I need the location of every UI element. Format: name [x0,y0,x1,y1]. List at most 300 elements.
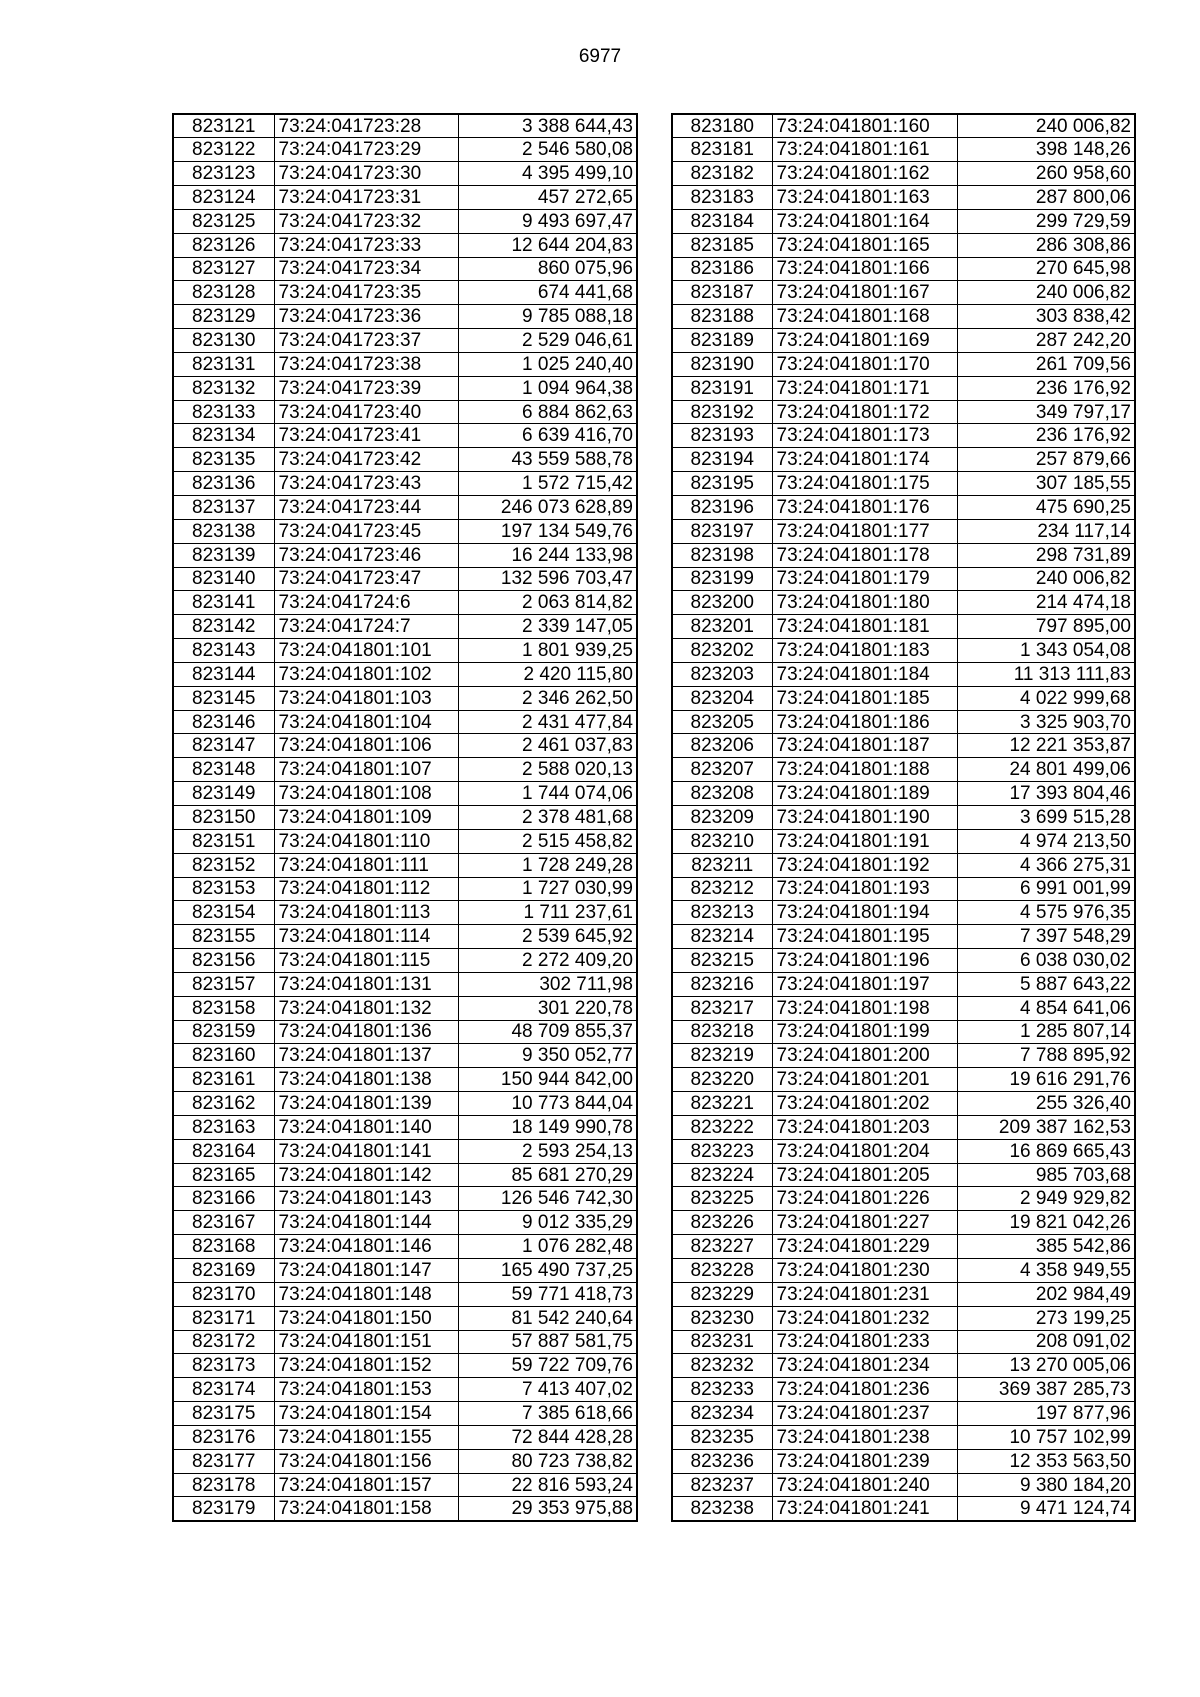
cadastral-number-cell: 73:24:041801:171 [772,376,957,400]
record-number-cell: 823190 [672,352,772,376]
cadastral-number-cell: 73:24:041724:6 [274,591,458,615]
cadastral-number-cell: 73:24:041801:175 [772,472,957,496]
table-row [173,209,637,233]
cadastral-value-cell: 1 094 964,38 [458,376,637,400]
cadastral-value-cell: 1 801 939,25 [458,639,637,663]
table-row [173,519,637,543]
cadastral-number-cell: 73:24:041801:157 [274,1473,458,1497]
record-number-cell: 823146 [173,710,274,734]
table-row [672,639,1135,663]
record-number-cell: 823206 [672,734,772,758]
cadastral-number-cell: 73:24:041801:174 [772,448,957,472]
table-row [173,1187,637,1211]
cadastral-number-cell: 73:24:041801:102 [274,662,458,686]
table-row [173,376,637,400]
record-number-cell: 823209 [672,805,772,829]
table-row [173,1425,637,1449]
table-row [173,496,637,520]
cadastral-number-cell: 73:24:041801:188 [772,758,957,782]
cadastral-value-cell: 287 242,20 [957,329,1135,353]
cadastral-value-cell: 234 117,14 [957,519,1135,543]
record-number-cell: 823121 [173,114,274,138]
record-number-cell: 823233 [672,1378,772,1402]
record-number-cell: 823153 [173,877,274,901]
cadastral-value-cell: 18 149 990,78 [458,1115,637,1139]
cadastral-value-cell: 4 575 976,35 [957,901,1135,925]
cadastral-value-cell: 255 326,40 [957,1092,1135,1116]
cadastral-number-cell: 73:24:041801:151 [274,1330,458,1354]
cadastral-number-cell: 73:24:041801:190 [772,805,957,829]
record-number-cell: 823180 [672,114,772,138]
cadastral-number-cell: 73:24:041801:178 [772,543,957,567]
cadastral-value-cell: 1 728 249,28 [458,853,637,877]
record-number-cell: 823222 [672,1115,772,1139]
registry-table-left [172,113,638,1522]
cadastral-value-cell: 1 025 240,40 [458,352,637,376]
cadastral-value-cell: 240 006,82 [957,567,1135,591]
cadastral-value-cell: 302 711,98 [458,972,637,996]
record-number-cell: 823210 [672,829,772,853]
cadastral-value-cell: 301 220,78 [458,996,637,1020]
record-number-cell: 823136 [173,472,274,496]
table-row [173,1259,637,1283]
cadastral-value-cell: 457 272,65 [458,186,637,210]
cadastral-value-cell: 398 148,26 [957,138,1135,162]
table-row [173,424,637,448]
cadastral-number-cell: 73:24:041801:111 [274,853,458,877]
cadastral-number-cell: 73:24:041801:191 [772,829,957,853]
table-row [672,1306,1135,1330]
record-number-cell: 823172 [173,1330,274,1354]
cadastral-number-cell: 73:24:041801:136 [274,1020,458,1044]
cadastral-number-cell: 73:24:041723:38 [274,352,458,376]
cadastral-number-cell: 73:24:041801:153 [274,1378,458,1402]
cadastral-number-cell: 73:24:041801:202 [772,1092,957,1116]
table-row [173,329,637,353]
cadastral-value-cell: 4 022 999,68 [957,686,1135,710]
cadastral-number-cell: 73:24:041801:169 [772,329,957,353]
table-row [672,424,1135,448]
record-number-cell: 823140 [173,567,274,591]
table-row [173,853,637,877]
cadastral-number-cell: 73:24:041801:147 [274,1259,458,1283]
table-row [173,877,637,901]
cadastral-number-cell: 73:24:041801:170 [772,352,957,376]
record-number-cell: 823227 [672,1235,772,1259]
cadastral-value-cell: 6 639 416,70 [458,424,637,448]
cadastral-number-cell: 73:24:041801:226 [772,1187,957,1211]
table-row [173,805,637,829]
table-row [173,567,637,591]
record-number-cell: 823211 [672,853,772,877]
record-number-cell: 823149 [173,782,274,806]
table-row [672,352,1135,376]
table-row [672,1092,1135,1116]
table-row [672,209,1135,233]
cadastral-number-cell: 73:24:041801:138 [274,1068,458,1092]
cadastral-value-cell: 81 542 240,64 [458,1306,637,1330]
record-number-cell: 823128 [173,281,274,305]
cadastral-number-cell: 73:24:041801:198 [772,996,957,1020]
record-number-cell: 823177 [173,1449,274,1473]
record-number-cell: 823230 [672,1306,772,1330]
cadastral-number-cell: 73:24:041723:41 [274,424,458,448]
table-row [672,1378,1135,1402]
cadastral-number-cell: 73:24:041801:104 [274,710,458,734]
table-row [672,1163,1135,1187]
record-number-cell: 823212 [672,877,772,901]
cadastral-value-cell: 2 339 147,05 [458,615,637,639]
record-number-cell: 823122 [173,138,274,162]
record-number-cell: 823203 [672,662,772,686]
cadastral-value-cell: 17 393 804,46 [957,782,1135,806]
record-number-cell: 823185 [672,233,772,257]
table-row [173,1139,637,1163]
cadastral-value-cell: 287 800,06 [957,186,1135,210]
cadastral-number-cell: 73:24:041724:7 [274,615,458,639]
cadastral-number-cell: 73:24:041801:166 [772,257,957,281]
cadastral-number-cell: 73:24:041801:172 [772,400,957,424]
record-number-cell: 823207 [672,758,772,782]
cadastral-value-cell: 6 991 001,99 [957,877,1135,901]
cadastral-number-cell: 73:24:041801:183 [772,639,957,663]
record-number-cell: 823189 [672,329,772,353]
table-row [173,114,637,138]
cadastral-value-cell: 2 063 814,82 [458,591,637,615]
cadastral-value-cell: 307 185,55 [957,472,1135,496]
record-number-cell: 823235 [672,1425,772,1449]
record-number-cell: 823147 [173,734,274,758]
record-number-cell: 823219 [672,1044,772,1068]
cadastral-value-cell: 9 493 697,47 [458,209,637,233]
cadastral-value-cell: 860 075,96 [458,257,637,281]
cadastral-value-cell: 7 413 407,02 [458,1378,637,1402]
cadastral-value-cell: 202 984,49 [957,1282,1135,1306]
cadastral-value-cell: 43 559 588,78 [458,448,637,472]
cadastral-value-cell: 1 285 807,14 [957,1020,1135,1044]
cadastral-number-cell: 73:24:041801:236 [772,1378,957,1402]
record-number-cell: 823226 [672,1211,772,1235]
cadastral-number-cell: 73:24:041801:114 [274,925,458,949]
cadastral-number-cell: 73:24:041801:161 [772,138,957,162]
cadastral-number-cell: 73:24:041723:44 [274,496,458,520]
record-number-cell: 823193 [672,424,772,448]
table-row [173,400,637,424]
cadastral-value-cell: 2 461 037,83 [458,734,637,758]
table-row [672,949,1135,973]
cadastral-number-cell: 73:24:041801:141 [274,1139,458,1163]
cadastral-number-cell: 73:24:041723:34 [274,257,458,281]
cadastral-number-cell: 73:24:041801:115 [274,949,458,973]
record-number-cell: 823224 [672,1163,772,1187]
record-number-cell: 823152 [173,853,274,877]
record-number-cell: 823195 [672,472,772,496]
cadastral-number-cell: 73:24:041801:152 [274,1354,458,1378]
cadastral-value-cell: 2 949 929,82 [957,1187,1135,1211]
record-number-cell: 823202 [672,639,772,663]
cadastral-number-cell: 73:24:041801:148 [274,1282,458,1306]
cadastral-value-cell: 80 723 738,82 [458,1449,637,1473]
table-row [672,1330,1135,1354]
record-number-cell: 823188 [672,305,772,329]
table-row [173,1115,637,1139]
cadastral-value-cell: 10 773 844,04 [458,1092,637,1116]
record-number-cell: 823133 [173,400,274,424]
record-number-cell: 823234 [672,1402,772,1426]
cadastral-number-cell: 73:24:041723:47 [274,567,458,591]
cadastral-number-cell: 73:24:041801:109 [274,805,458,829]
table-row [173,1211,637,1235]
cadastral-number-cell: 73:24:041801:162 [772,162,957,186]
registry-table-right-body [672,114,1135,1521]
cadastral-number-cell: 73:24:041723:32 [274,209,458,233]
cadastral-value-cell: 257 879,66 [957,448,1135,472]
table-row [173,352,637,376]
cadastral-value-cell: 2 593 254,13 [458,1139,637,1163]
cadastral-number-cell: 73:24:041801:231 [772,1282,957,1306]
table-row [672,972,1135,996]
cadastral-number-cell: 73:24:041801:155 [274,1425,458,1449]
table-row [672,686,1135,710]
table-row [173,686,637,710]
table-row [672,233,1135,257]
table-row [173,1306,637,1330]
record-number-cell: 823228 [672,1259,772,1283]
cadastral-value-cell: 4 854 641,06 [957,996,1135,1020]
record-number-cell: 823183 [672,186,772,210]
table-row [672,829,1135,853]
record-number-cell: 823196 [672,496,772,520]
cadastral-value-cell: 385 542,86 [957,1235,1135,1259]
cadastral-value-cell: 150 944 842,00 [458,1068,637,1092]
cadastral-number-cell: 73:24:041801:176 [772,496,957,520]
table-row [672,114,1135,138]
table-row [672,925,1135,949]
cadastral-number-cell: 73:24:041801:186 [772,710,957,734]
cadastral-number-cell: 73:24:041723:35 [274,281,458,305]
cadastral-number-cell: 73:24:041723:29 [274,138,458,162]
table-row [173,281,637,305]
cadastral-value-cell: 2 346 262,50 [458,686,637,710]
table-row [173,1068,637,1092]
cadastral-number-cell: 73:24:041801:156 [274,1449,458,1473]
record-number-cell: 823142 [173,615,274,639]
cadastral-value-cell: 9 380 184,20 [957,1473,1135,1497]
cadastral-number-cell: 73:24:041801:106 [274,734,458,758]
cadastral-number-cell: 73:24:041801:185 [772,686,957,710]
table-row [672,448,1135,472]
cadastral-value-cell: 197 134 549,76 [458,519,637,543]
record-number-cell: 823137 [173,496,274,520]
record-number-cell: 823225 [672,1187,772,1211]
cadastral-number-cell: 73:24:041801:158 [274,1497,458,1521]
record-number-cell: 823156 [173,949,274,973]
cadastral-number-cell: 73:24:041801:132 [274,996,458,1020]
cadastral-value-cell: 13 270 005,06 [957,1354,1135,1378]
table-row [173,1163,637,1187]
table-row [173,233,637,257]
table-row [173,1402,637,1426]
cadastral-value-cell: 208 091,02 [957,1330,1135,1354]
cadastral-value-cell: 5 887 643,22 [957,972,1135,996]
cadastral-number-cell: 73:24:041801:199 [772,1020,957,1044]
table-row [672,1020,1135,1044]
cadastral-number-cell: 73:24:041801:150 [274,1306,458,1330]
table-row [173,639,637,663]
record-number-cell: 823223 [672,1139,772,1163]
record-number-cell: 823184 [672,209,772,233]
table-row [173,591,637,615]
cadastral-value-cell: 16 244 133,98 [458,543,637,567]
cadastral-value-cell: 4 974 213,50 [957,829,1135,853]
table-row [173,829,637,853]
cadastral-value-cell: 1 744 074,06 [458,782,637,806]
table-row [173,734,637,758]
cadastral-number-cell: 73:24:041801:110 [274,829,458,853]
cadastral-value-cell: 4 395 499,10 [458,162,637,186]
cadastral-number-cell: 73:24:041801:142 [274,1163,458,1187]
record-number-cell: 823236 [672,1449,772,1473]
cadastral-number-cell: 73:24:041801:140 [274,1115,458,1139]
table-row [173,1020,637,1044]
record-number-cell: 823150 [173,805,274,829]
cadastral-value-cell: 985 703,68 [957,1163,1135,1187]
record-number-cell: 823170 [173,1282,274,1306]
table-row [672,1235,1135,1259]
cadastral-value-cell: 12 644 204,83 [458,233,637,257]
cadastral-number-cell: 73:24:041801:238 [772,1425,957,1449]
cadastral-number-cell: 73:24:041801:180 [772,591,957,615]
record-number-cell: 823181 [672,138,772,162]
table-row [173,543,637,567]
table-row [672,400,1135,424]
cadastral-value-cell: 132 596 703,47 [458,567,637,591]
record-number-cell: 823197 [672,519,772,543]
table-row [173,925,637,949]
record-number-cell: 823129 [173,305,274,329]
record-number-cell: 823139 [173,543,274,567]
cadastral-number-cell: 73:24:041801:173 [772,424,957,448]
table-row [672,782,1135,806]
cadastral-value-cell: 240 006,82 [957,281,1135,305]
cadastral-value-cell: 72 844 428,28 [458,1425,637,1449]
cadastral-value-cell: 165 490 737,25 [458,1259,637,1283]
cadastral-value-cell: 3 699 515,28 [957,805,1135,829]
cadastral-number-cell: 73:24:041801:139 [274,1092,458,1116]
cadastral-value-cell: 9 012 335,29 [458,1211,637,1235]
record-number-cell: 823144 [173,662,274,686]
cadastral-number-cell: 73:24:041801:164 [772,209,957,233]
record-number-cell: 823165 [173,1163,274,1187]
cadastral-value-cell: 6 884 862,63 [458,400,637,424]
cadastral-value-cell: 2 539 645,92 [458,925,637,949]
table-row [672,805,1135,829]
record-number-cell: 823238 [672,1497,772,1521]
cadastral-value-cell: 2 272 409,20 [458,949,637,973]
record-number-cell: 823232 [672,1354,772,1378]
record-number-cell: 823161 [173,1068,274,1092]
cadastral-value-cell: 3 388 644,43 [458,114,637,138]
cadastral-number-cell: 73:24:041723:45 [274,519,458,543]
cadastral-value-cell: 2 515 458,82 [458,829,637,853]
cadastral-value-cell: 9 350 052,77 [458,1044,637,1068]
cadastral-value-cell: 2 529 046,61 [458,329,637,353]
record-number-cell: 823214 [672,925,772,949]
cadastral-value-cell: 261 709,56 [957,352,1135,376]
cadastral-number-cell: 73:24:041801:168 [772,305,957,329]
cadastral-number-cell: 73:24:041723:43 [274,472,458,496]
cadastral-value-cell: 209 387 162,53 [957,1115,1135,1139]
cadastral-value-cell: 7 385 618,66 [458,1402,637,1426]
cadastral-value-cell: 29 353 975,88 [458,1497,637,1521]
record-number-cell: 823145 [173,686,274,710]
cadastral-number-cell: 73:24:041801:194 [772,901,957,925]
table-row [672,1402,1135,1426]
table-row [672,281,1135,305]
table-row [672,329,1135,353]
cadastral-value-cell: 4 366 275,31 [957,853,1135,877]
cadastral-number-cell: 73:24:041801:154 [274,1402,458,1426]
record-number-cell: 823176 [173,1425,274,1449]
table-row [173,1378,637,1402]
table-row [672,257,1135,281]
cadastral-number-cell: 73:24:041801:193 [772,877,957,901]
cadastral-value-cell: 246 073 628,89 [458,496,637,520]
cadastral-number-cell: 73:24:041801:189 [772,782,957,806]
cadastral-value-cell: 1 711 237,61 [458,901,637,925]
cadastral-number-cell: 73:24:041801:101 [274,639,458,663]
record-number-cell: 823173 [173,1354,274,1378]
table-row [672,472,1135,496]
record-number-cell: 823178 [173,1473,274,1497]
cadastral-value-cell: 299 729,59 [957,209,1135,233]
cadastral-value-cell: 270 645,98 [957,257,1135,281]
record-number-cell: 823160 [173,1044,274,1068]
table-row [672,615,1135,639]
cadastral-value-cell: 1 572 715,42 [458,472,637,496]
table-row [173,162,637,186]
cadastral-value-cell: 2 546 580,08 [458,138,637,162]
cadastral-number-cell: 73:24:041723:30 [274,162,458,186]
record-number-cell: 823179 [173,1497,274,1521]
table-row [173,257,637,281]
record-number-cell: 823134 [173,424,274,448]
cadastral-number-cell: 73:24:041801:195 [772,925,957,949]
record-number-cell: 823187 [672,281,772,305]
cadastral-number-cell: 73:24:041801:113 [274,901,458,925]
record-number-cell: 823218 [672,1020,772,1044]
record-number-cell: 823199 [672,567,772,591]
cadastral-value-cell: 260 958,60 [957,162,1135,186]
table-row [672,1497,1135,1521]
cadastral-number-cell: 73:24:041723:46 [274,543,458,567]
cadastral-number-cell: 73:24:041723:31 [274,186,458,210]
cadastral-number-cell: 73:24:041723:37 [274,329,458,353]
record-number-cell: 823138 [173,519,274,543]
cadastral-value-cell: 24 801 499,06 [957,758,1135,782]
record-number-cell: 823135 [173,448,274,472]
record-number-cell: 823154 [173,901,274,925]
cadastral-number-cell: 73:24:041801:201 [772,1068,957,1092]
record-number-cell: 823204 [672,686,772,710]
cadastral-number-cell: 73:24:041801:240 [772,1473,957,1497]
cadastral-number-cell: 73:24:041723:39 [274,376,458,400]
table-row [173,662,637,686]
cadastral-value-cell: 2 588 020,13 [458,758,637,782]
cadastral-value-cell: 3 325 903,70 [957,710,1135,734]
cadastral-number-cell: 73:24:041801:107 [274,758,458,782]
record-number-cell: 823220 [672,1068,772,1092]
